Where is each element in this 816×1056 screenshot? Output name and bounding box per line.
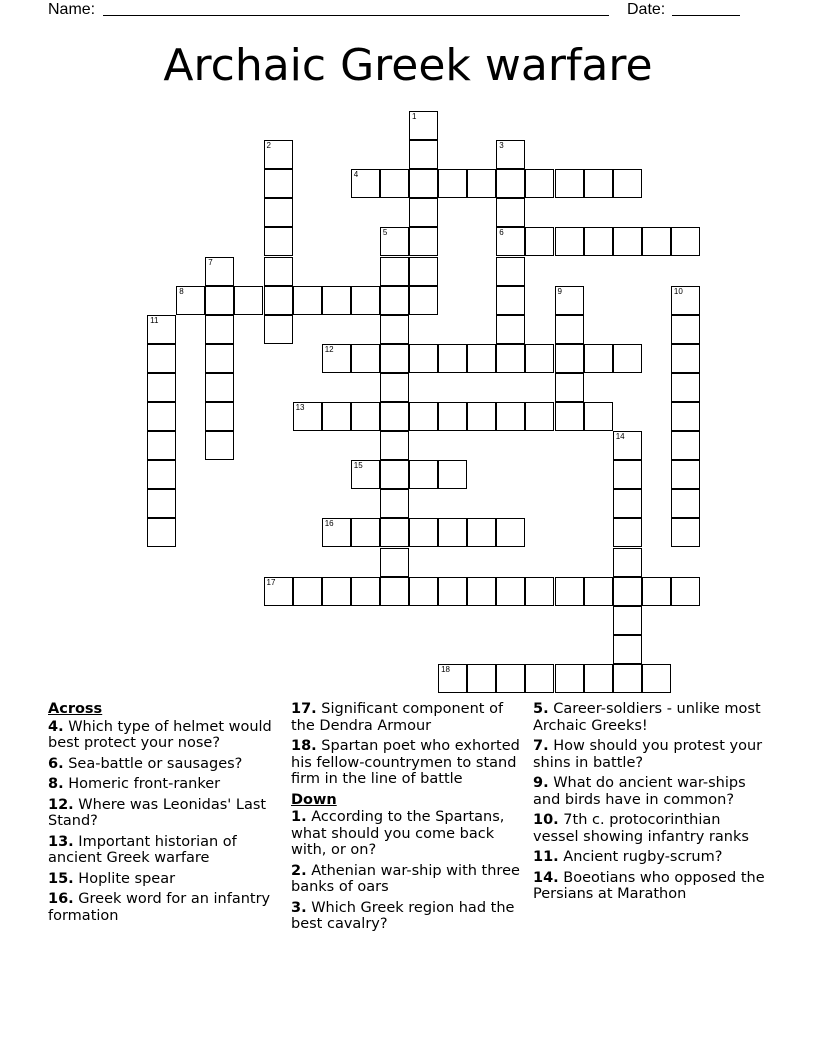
crossword-cell[interactable] [380,460,409,489]
crossword-cell[interactable] [293,286,322,315]
crossword-cell[interactable] [147,431,176,460]
crossword-cell[interactable] [205,344,234,373]
crossword-cell[interactable] [380,373,409,402]
crossword-cell[interactable] [496,577,525,606]
clue-item-text: Important historian of ancient Greek warfare [48,833,237,866]
clue-item [533,775,769,808]
clue-item-text: Ancient rugby-scrum? [563,849,723,865]
crossword-cell[interactable] [613,431,642,460]
crossword-cell[interactable] [438,577,467,606]
clue-item-text: Boeotians who opposed the Persians at Marathon [533,869,765,902]
crossword-cell[interactable] [264,198,293,227]
crossword-cell[interactable] [671,518,700,547]
crossword-cell[interactable] [496,344,525,373]
crossword-cell[interactable] [380,489,409,518]
crossword-cell[interactable] [205,315,234,344]
clue-number: 6 [499,228,504,238]
crossword-cell[interactable] [555,286,584,315]
crossword-cell[interactable] [322,518,351,547]
crossword-cell[interactable] [351,518,380,547]
crossword-cell[interactable] [496,518,525,547]
clue-number: 13 [295,403,305,412]
clue-item [533,812,769,845]
crossword-cell[interactable] [525,577,554,606]
crossword-cell[interactable] [467,344,496,373]
clue-number: 16 [324,519,334,529]
crossword-cell[interactable] [584,664,613,693]
clue-item [48,891,284,924]
clue-item [48,776,284,793]
crossword-cell[interactable] [380,577,409,606]
clue-item-text: Homeric front-ranker [68,776,221,792]
clue-item-number: 11. [533,849,559,865]
clue-number: 2 [266,141,271,151]
crossword-cell[interactable] [467,402,496,431]
clue-item [291,900,527,933]
crossword-cell[interactable] [205,286,234,315]
crossword-cell[interactable] [613,344,642,373]
name-label: Name: [48,1,96,18]
clue-number: 8 [179,286,184,296]
crossword-cell[interactable] [496,169,525,198]
clue-number: 5 [382,228,388,238]
clue-item-number: 16. [48,891,74,907]
crossword-cell[interactable] [555,373,584,402]
crossword-cell[interactable] [555,169,584,198]
crossword-cell[interactable] [671,489,700,518]
clue-item-text: What do ancient war-ships and birds have in common? [533,775,746,808]
crossword-cell[interactable] [205,257,234,286]
clue-column-2 [291,701,527,937]
crossword-cell[interactable] [584,169,613,198]
crossword-cell[interactable] [351,402,380,431]
crossword-cell[interactable] [613,635,642,664]
crossword-cell[interactable] [467,664,496,693]
crossword-cell[interactable] [147,489,176,518]
crossword-cell[interactable] [613,548,642,577]
crossword-cell[interactable] [613,518,642,547]
crossword-cell[interactable] [205,402,234,431]
clue-number: 1 [412,112,417,121]
clue-item-text: 7th c. protocorinthian vessel showing infantry ranks [533,812,749,845]
crossword-cell[interactable] [525,402,554,431]
clue-item-number: 10. [533,812,559,828]
clue-item-number: 7. [533,738,549,754]
crossword-cell[interactable] [205,431,234,460]
clue-item-number: 2. [291,862,307,879]
clue-item [48,756,284,773]
crossword-cell[interactable] [613,577,642,606]
crossword-cell[interactable] [147,373,176,402]
crossword-cell[interactable] [147,518,176,547]
clue-item [533,701,769,734]
crossword-cell[interactable] [438,344,467,373]
clue-item [533,870,769,903]
clue-number: 11 [150,315,159,325]
crossword-cell[interactable] [555,315,584,344]
crossword-cell[interactable] [584,344,613,373]
crossword-cell[interactable] [351,344,380,373]
clue-number: 12 [324,344,334,354]
clue-item-number: 9. [533,775,549,791]
crossword-cell[interactable] [613,664,642,693]
crossword-cell[interactable] [264,577,293,606]
crossword-cell[interactable] [438,402,467,431]
crossword-cell[interactable] [555,664,584,693]
crossword-cell[interactable] [409,111,438,140]
crossword-cell[interactable] [264,140,293,169]
crossword-cell[interactable] [409,169,438,198]
crossword-cell[interactable] [496,402,525,431]
crossword-cell[interactable] [496,198,525,227]
crossword-cell[interactable] [380,548,409,577]
crossword-cell[interactable] [205,373,234,402]
crossword-cell[interactable] [380,257,409,286]
crossword-cell[interactable] [409,198,438,227]
crossword-cell[interactable] [555,344,584,373]
crossword-cell[interactable] [380,431,409,460]
clue-item-number: 4. [48,718,64,735]
crossword-cell[interactable] [671,286,700,315]
crossword-cell[interactable] [671,315,700,344]
crossword-cell[interactable] [671,460,700,489]
crossword-cell[interactable] [409,227,438,256]
clue-item-number: 13. [48,833,74,850]
crossword-cell[interactable] [409,577,438,606]
clue-item-number: 18. [291,738,317,754]
clue-item-text: Which type of helmet would best protect your nose? [48,718,272,751]
crossword-cell[interactable] [467,577,496,606]
crossword-cell[interactable] [671,344,700,373]
crossword-cell[interactable] [525,664,554,693]
clue-item-number: 6. [48,755,64,772]
page-title: Archaic Greek warfare [163,40,653,91]
clue-item-text: According to the Spartans, what should you come back with, or on? [291,809,505,858]
crossword-cell[interactable] [322,402,351,431]
crossword-cell[interactable] [380,286,409,315]
crossword-cell[interactable] [147,402,176,431]
crossword-cell[interactable] [176,286,205,315]
date-label: Date: [627,1,666,18]
crossword-cell[interactable] [525,169,554,198]
clue-item-text: Which Greek region had the best cavalry? [291,899,515,932]
crossword-cell[interactable] [409,286,438,315]
crossword-cell[interactable] [380,344,409,373]
clue-item-text: How should you protest your shins in battle? [533,738,763,771]
crossword-cell[interactable] [380,227,409,256]
clue-item-number: 3. [291,899,307,916]
crossword-cell[interactable] [438,169,467,198]
clue-item-text: Where was Leonidas' Last Stand? [48,796,267,829]
crossword-cell[interactable] [264,227,293,256]
crossword-cell[interactable] [525,227,554,256]
crossword-cell[interactable] [671,577,700,606]
crossword-cell[interactable] [496,227,525,256]
clue-number: 9 [557,286,562,296]
clue-item-text: Significant component of the Dendra Armour [291,701,504,734]
crossword-cell[interactable] [351,169,380,198]
clue-item-number: 1. [291,809,307,825]
clue-item [48,719,284,752]
crossword-cell[interactable] [671,431,700,460]
crossword-cell[interactable] [642,664,671,693]
crossword-cell[interactable] [380,402,409,431]
crossword-cell[interactable] [671,402,700,431]
clue-number: 14 [615,432,625,442]
crossword-cell[interactable] [613,169,642,198]
crossword-cell[interactable] [380,169,409,198]
clue-item-text: Spartan poet who exhorted his fellow-countrymen to stand firm in the line of battle [291,738,520,787]
crossword-cell[interactable] [613,227,642,256]
crossword-cell[interactable] [409,460,438,489]
crossword-cell[interactable] [322,344,351,373]
clue-number: 17 [266,577,276,587]
crossword-cell[interactable] [380,315,409,344]
crossword-cell[interactable] [467,169,496,198]
clue-number: 7 [208,257,213,267]
crossword-cell[interactable] [438,518,467,547]
clue-item [48,834,284,867]
crossword-cell[interactable] [293,402,322,431]
clue-item [48,871,284,888]
crossword-cell[interactable] [438,460,467,489]
crossword-cell[interactable] [584,227,613,256]
crossword-cell[interactable] [584,402,613,431]
clue-item [48,797,284,830]
clue-number: 18 [441,664,450,674]
crossword-cell[interactable] [380,518,409,547]
crossword-cell[interactable] [525,344,554,373]
crossword-cell[interactable] [293,577,322,606]
clue-section-heading: Across [48,701,103,717]
clue-item-text: Greek word for an infantry formation [48,891,271,924]
crossword-cell[interactable] [234,286,263,315]
crossword-cell[interactable] [264,286,293,315]
clue-number: 15 [353,461,363,471]
clue-number: 4 [353,170,359,180]
crossword-cell[interactable] [496,140,525,169]
crossword-cell[interactable] [584,577,613,606]
crossword-cell[interactable] [409,518,438,547]
crossword-cell[interactable] [351,460,380,489]
clue-item-number: 14. [533,869,559,886]
crossword-cell[interactable] [147,460,176,489]
clue-item-text: Sea-battle or sausages? [68,755,243,772]
crossword-cell[interactable] [409,257,438,286]
crossword-cell[interactable] [613,460,642,489]
clue-column-1 [48,701,284,928]
crossword-cell[interactable] [496,315,525,344]
clue-item [291,863,527,896]
crossword-cell[interactable] [555,227,584,256]
clue-item-text: Career-soldiers - unlike most Archaic Greeks! [533,701,761,734]
crossword-cell[interactable] [671,373,700,402]
clue-item [291,809,527,859]
crossword-cell[interactable] [438,664,467,693]
crossword-cell[interactable] [496,257,525,286]
crossword-cell[interactable] [147,344,176,373]
clue-item-text: Hoplite spear [78,870,176,887]
crossword-cell[interactable] [264,315,293,344]
crossword-cell[interactable] [642,227,671,256]
crossword-cell[interactable] [671,227,700,256]
crossword-cell[interactable] [409,344,438,373]
clue-item-number: 8. [48,776,64,792]
clue-section-heading: Down [291,791,337,808]
crossword-cell[interactable] [147,315,176,344]
clue-item-number: 12. [48,796,74,813]
clue-column-3 [533,701,769,907]
crossword-cell[interactable] [409,140,438,169]
clue-item [533,849,769,866]
clue-item-text: Athenian war-ship with three banks of oars [291,862,520,895]
crossword-cell[interactable] [264,169,293,198]
crossword-cell[interactable] [322,577,351,606]
crossword-cell[interactable] [613,489,642,518]
clue-item-number: 5. [533,701,549,717]
clue-number: 10 [673,286,683,296]
crossword-cell[interactable] [409,402,438,431]
clue-number: 3 [499,141,504,151]
crossword-cell[interactable] [613,606,642,635]
crossword-cell[interactable] [264,257,293,286]
clue-item-number: 17. [291,701,317,717]
clue-item [291,738,527,788]
crossword-cell[interactable] [496,664,525,693]
clue-item [533,738,769,771]
crossword-cell[interactable] [322,286,351,315]
clue-item [291,701,527,734]
crossword-cell[interactable] [496,286,525,315]
crossword-cell[interactable] [555,577,584,606]
crossword-cell[interactable] [642,577,671,606]
crossword-cell[interactable] [351,577,380,606]
crossword-cell[interactable] [467,518,496,547]
crossword-cell[interactable] [555,402,584,431]
clue-item-number: 15. [48,870,74,887]
crossword-cell[interactable] [351,286,380,315]
